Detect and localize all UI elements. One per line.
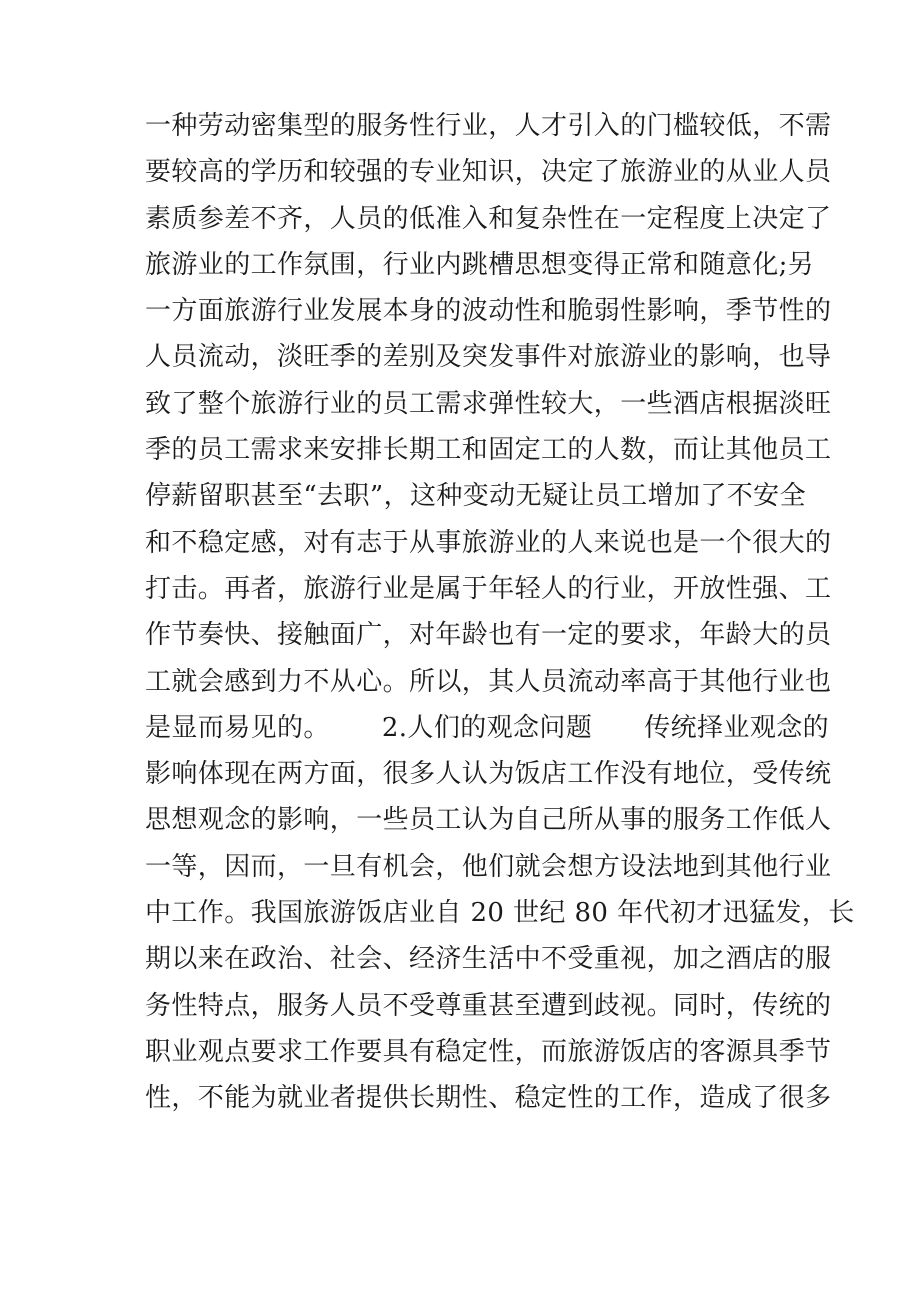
text-line: 素质参差不齐，人员的低准入和复杂性在一定程度上决定了 <box>145 203 832 234</box>
sentence-end: 是显而易见的。 <box>145 712 330 743</box>
text-line: 性，不能为就业者提供长期性、稳定性的工作，造成了很多 <box>145 1083 832 1114</box>
text-line-with-heading <box>145 705 830 751</box>
text-line: 中工作。我国旅游饭店业自 20 世纪 80 年代初才迅猛发，长 <box>145 898 855 929</box>
text-line: 思想观念的影响，一些员工认为自己所从事的服务工作低人 <box>145 805 832 836</box>
text-line: 旅游业的工作氛围，行业内跳槽思想变得正常和随意化;另 <box>145 249 815 280</box>
text-line: 和不稳定感，对有志于从事旅游业的人来说也是一个很大的 <box>145 527 832 558</box>
text-line: 人员流动，淡旺季的差别及突发事件对旅游业的影响，也导 <box>145 342 832 373</box>
text-line: 务性特点，服务人员不受尊重甚至遭到歧视。同时，传统的 <box>145 990 832 1021</box>
text-line: 期以来在政治、社会、经济生活中不受重视，加之酒店的服 <box>145 944 832 975</box>
text-line: 工就会感到力不从心。所以，其人员流动率高于其他行业也 <box>145 666 832 697</box>
text-line: 停薪留职甚至“去职”，这种变动无疑让员工增加了不安全 <box>145 481 806 512</box>
text-line: 作节奏快、接触面广，对年龄也有一定的要求，年龄大的员 <box>145 620 832 651</box>
text-line: 一方面旅游行业发展本身的波动性和脆弱性影响，季节性的 <box>145 296 832 327</box>
paragraph-start: 传统择业观念的 <box>644 712 830 743</box>
text-line: 致了整个旅游行业的员工需求弹性较大，一些酒店根据淡旺 <box>145 388 832 419</box>
section-heading: 2.人们的观念问题 <box>381 712 593 743</box>
text-line: 打击。再者，旅游行业是属于年轻人的行业，开放性强、工 <box>145 573 832 604</box>
text-line: 影响体现在两方面，很多人认为饭店工作没有地位，受传统 <box>145 759 832 790</box>
text-line: 一等，因而，一旦有机会，他们就会想方设法地到其他行业 <box>145 851 832 882</box>
text-line: 季的员工需求来安排长期工和固定工的人数，而让其他员工 <box>145 435 832 466</box>
text-line: 一种劳动密集型的服务性行业，人才引入的门槛较低，不需 <box>145 111 832 141</box>
text-line: 职业观点要求工作要具有稳定性，而旅游饭店的客源具季节 <box>145 1036 832 1067</box>
body-text <box>145 103 855 1122</box>
text-line: 要较高的学历和较强的专业知识，决定了旅游业的从业人员 <box>145 157 832 188</box>
